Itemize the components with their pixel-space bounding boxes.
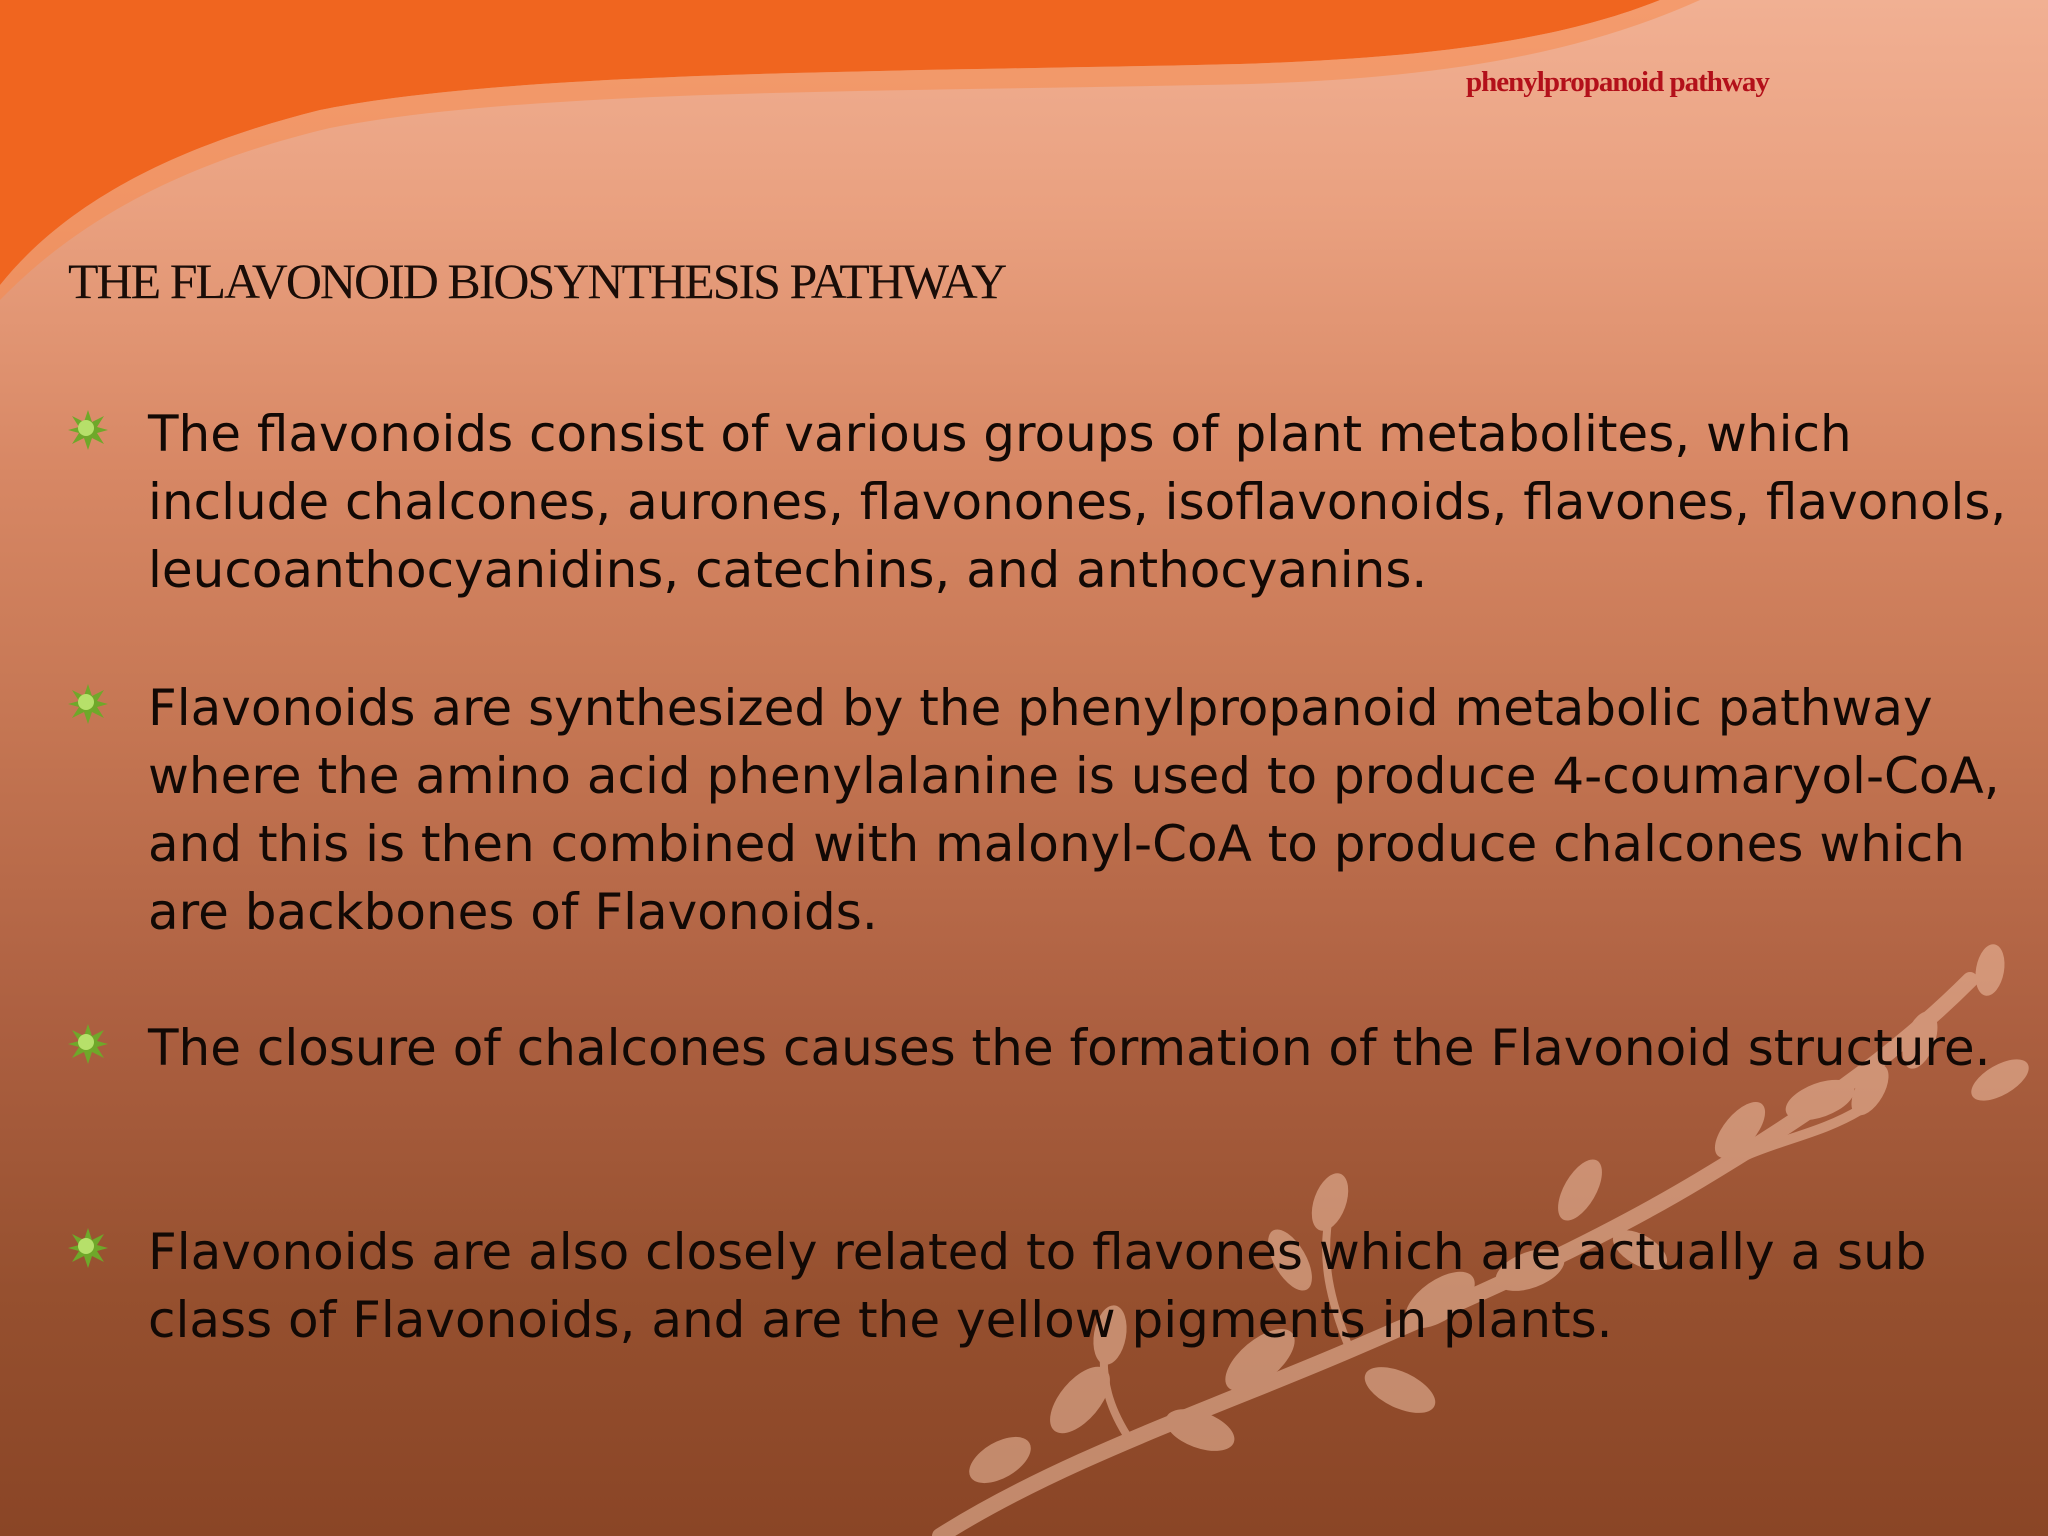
header-label: phenylpropanoid pathway xyxy=(1466,66,1769,98)
slide-title: THE FLAVONOID BIOSYNTHESIS PATHWAY xyxy=(68,253,1006,309)
bullet-text-1: The flavonoids consist of various groups of plant metabolites, which include chalcones, aurones, flavonones, isoflavonoids, flavones, flavonols, leucoanthocyanidins, catechins, and anthocyanins. xyxy=(148,405,2007,599)
green-starburst-bullet-icon xyxy=(66,408,110,452)
bullet-text-4: Flavonoids are also closely related to flavones which are actually a sub class of Flavonoids, and are the yellow pigments in plants. xyxy=(148,1223,1927,1349)
bullet-text-2: Flavonoids are synthesized by the phenylpropanoid metabolic pathway where the amino acid phenylalanine is used to produce 4-coumaryol-CoA, and this is then combined with malonyl-CoA to produce chalcones which are backbones of Flavonoids. xyxy=(148,679,2000,941)
bullet-text-3: The closure of chalcones causes the formation of the Flavonoid structure. xyxy=(148,1019,1991,1077)
green-starburst-bullet-icon xyxy=(66,1022,110,1066)
green-starburst-bullet-icon xyxy=(66,1226,110,1270)
green-starburst-bullet-icon xyxy=(66,682,110,726)
